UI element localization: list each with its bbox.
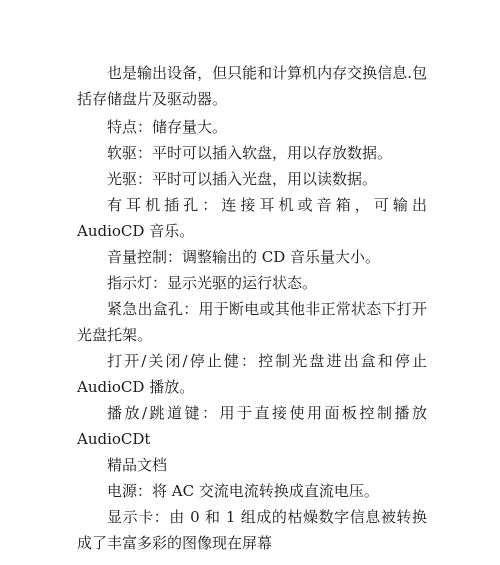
paragraph-volume-control: 音量控制：调整输出的 CD 音乐量大小。 <box>107 248 381 266</box>
paragraph-features: 特点：储存量大。 <box>107 118 228 136</box>
paragraph-emergency-eject: 紧急出盒孔：用于断电或其他非正常状态下打开光盘托架。 <box>77 300 427 344</box>
paragraph-indicator-light: 指示灯：显示光驱的运行状态。 <box>107 274 318 292</box>
paragraph-watermark-heading: 精品文档 <box>107 456 168 474</box>
paragraph-power-supply: 电源：将 AC 交流电流转换成直流电压。 <box>107 482 379 500</box>
paragraph-headphone-jack: 有耳机插孔：连接耳机或音箱，可输出AudioCD 音乐。 <box>77 196 427 240</box>
paragraph-optical-drive: 光驱：平时可以插入光盘，用以读数据。 <box>107 170 378 188</box>
paragraph-floppy-drive: 软驱：平时可以插入软盘，用以存放数据。 <box>107 144 393 162</box>
paragraph-open-close-stop: 打开/关闭/停止健：控制光盘进出盒和停止 AudioCD 播放。 <box>77 352 427 396</box>
paragraph-play-skip: 播放/跳道键：用于直接使用面板控制播放 AudioCDt <box>77 404 427 448</box>
paragraph-storage-intro: 也是输出设备，但只能和计算机内存交换信息.包括存储盘片及驱动器。 <box>77 64 427 108</box>
paragraph-graphics-card: 显示卡：由 0 和 1 组成的枯燥数字信息被转换成了丰富多彩的图像现在屏幕 <box>77 508 427 552</box>
